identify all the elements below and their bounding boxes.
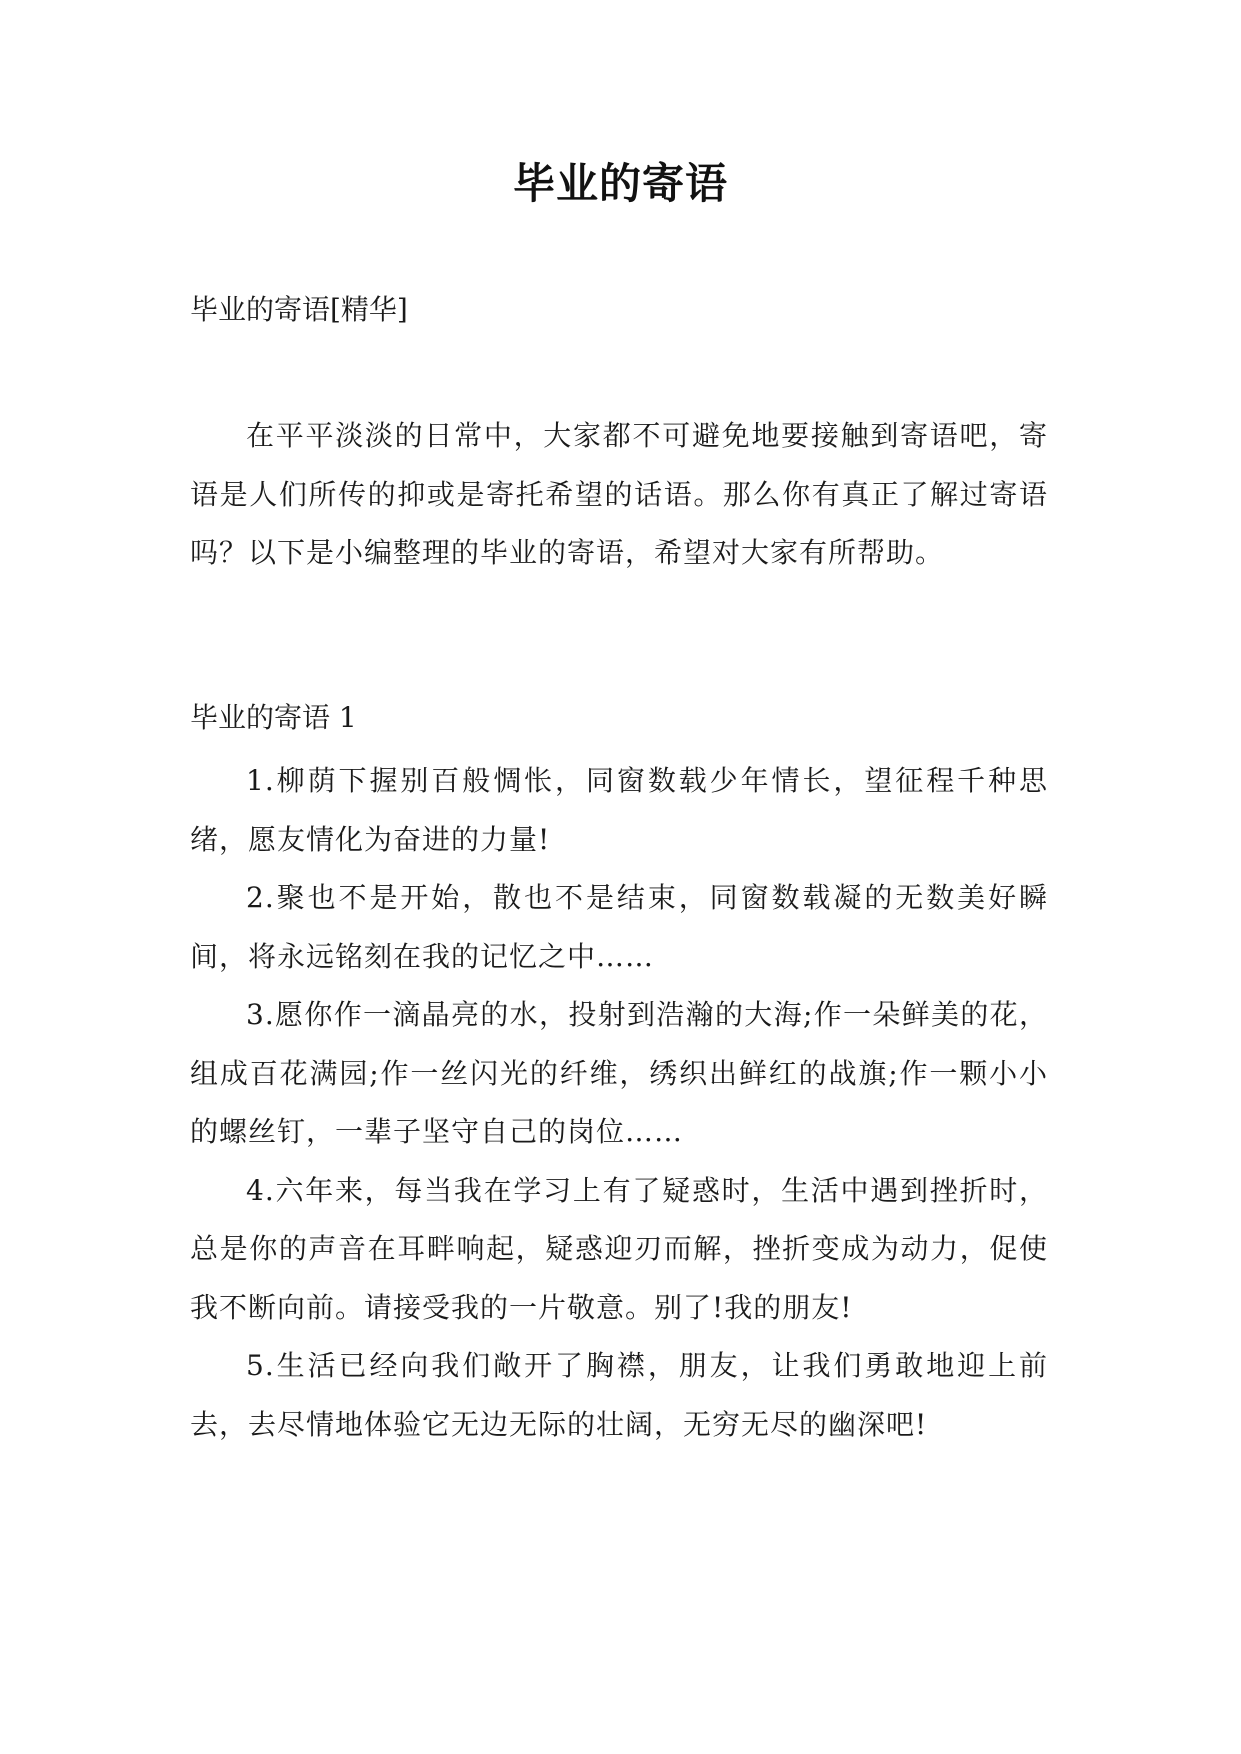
- intro-paragraph: 在平平淡淡的日常中，大家都不可避免地要接触到寄语吧，寄语是人们所传的抑或是寄托希望的话语。那么你有真正了解过寄语吗？以下是小编整理的毕业的寄语，希望对大家有所帮助。: [190, 419, 1048, 569]
- list-item: 5.生活已经向我们敞开了胸襟，朋友，让我们勇敢地迎上前去，去尽情地体验它无边无际的壮阔，无穷无尽的幽深吧!: [190, 1349, 1048, 1441]
- list-item: 2.聚也不是开始，散也不是结束，同窗数载凝的无数美好瞬间，将永远铭刻在我的记忆之中……: [190, 881, 1048, 973]
- document-subtitle: 毕业的寄语[精华]: [190, 293, 408, 326]
- document-title: 毕业的寄语: [512, 159, 728, 208]
- list-item: 4.六年来，每当我在学习上有了疑惑时，生活中遇到挫折时，总是你的声音在耳畔响起，疑惑迎刃而解，挫折变成为动力，促使我不断向前。请接受我的一片敬意。别了!我的朋友!: [190, 1173, 1048, 1324]
- section-heading: 毕业的寄语 1: [190, 701, 357, 734]
- message-list: [190, 752, 1048, 1454]
- list-item: 1.柳荫下握别百般惆怅，同窗数载少年情长，望征程千种思绪，愿友情化为奋进的力量!: [190, 764, 1048, 856]
- list-item: 3.愿你作一滴晶亮的水，投射到浩瀚的大海;作一朵鲜美的花，组成百花满园;作一丝闪光的纤维，绣织出鲜红的战旗;作一颗小小的螺丝钉，一辈子坚守自己的岗位……: [190, 998, 1048, 1148]
